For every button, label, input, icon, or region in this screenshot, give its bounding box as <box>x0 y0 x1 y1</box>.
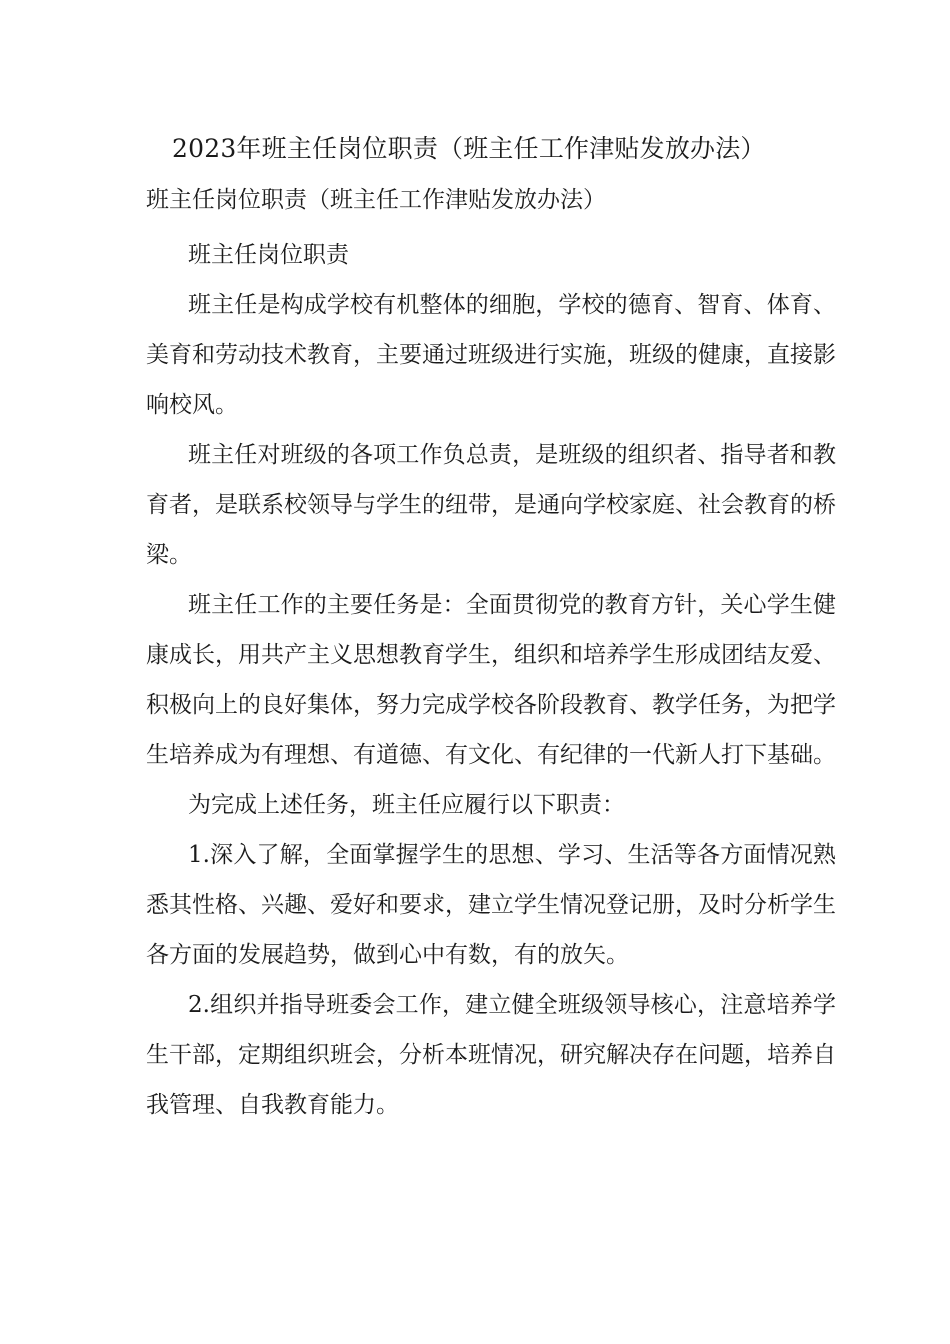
paragraph-heading: 班主任岗位职责 <box>188 242 349 268</box>
document-subtitle: 班主任岗位职责（班主任工作津贴发放办法） <box>146 187 606 213</box>
paragraph: 班主任对班级的各项工作负总责，是班级的组织者、指导者和教育者，是联系校领导与学生的纽带，是通向学校家庭、社会教育的桥梁。 <box>146 442 836 568</box>
paragraph: 为完成上述任务，班主任应履行以下职责： <box>188 792 625 818</box>
paragraph: 2.组织并指导班委会工作，建立健全班级领导核心，注意培养学生干部，定期组织班会，分析本班情况，研究解决存在问题，培养自我管理、自我教育能力。 <box>146 992 836 1118</box>
paragraph: 班主任工作的主要任务是：全面贯彻党的教育方针，关心学生健康成长，用共产主义思想教育学生，组织和培养学生形成团结友爱、积极向上的良好集体，努力完成学校各阶段教育、教学任务，为把学生培养成为有理想、有道德、有文化、有纪律的一代新人打下基础。 <box>146 592 836 768</box>
document-title: 2023年班主任岗位职责（班主任工作津贴发放办法） <box>172 134 766 163</box>
paragraph: 班主任是构成学校有机整体的细胞，学校的德育、智育、体育、美育和劳动技术教育，主要通过班级进行实施，班级的健康，直接影响校风。 <box>146 292 836 418</box>
paragraph: 1.深入了解，全面掌握学生的思想、学习、生活等各方面情况熟悉其性格、兴趣、爱好和要求，建立学生情况登记册，及时分析学生各方面的发展趋势，做到心中有数，有的放矢。 <box>146 842 836 968</box>
document-body <box>146 230 836 1130</box>
